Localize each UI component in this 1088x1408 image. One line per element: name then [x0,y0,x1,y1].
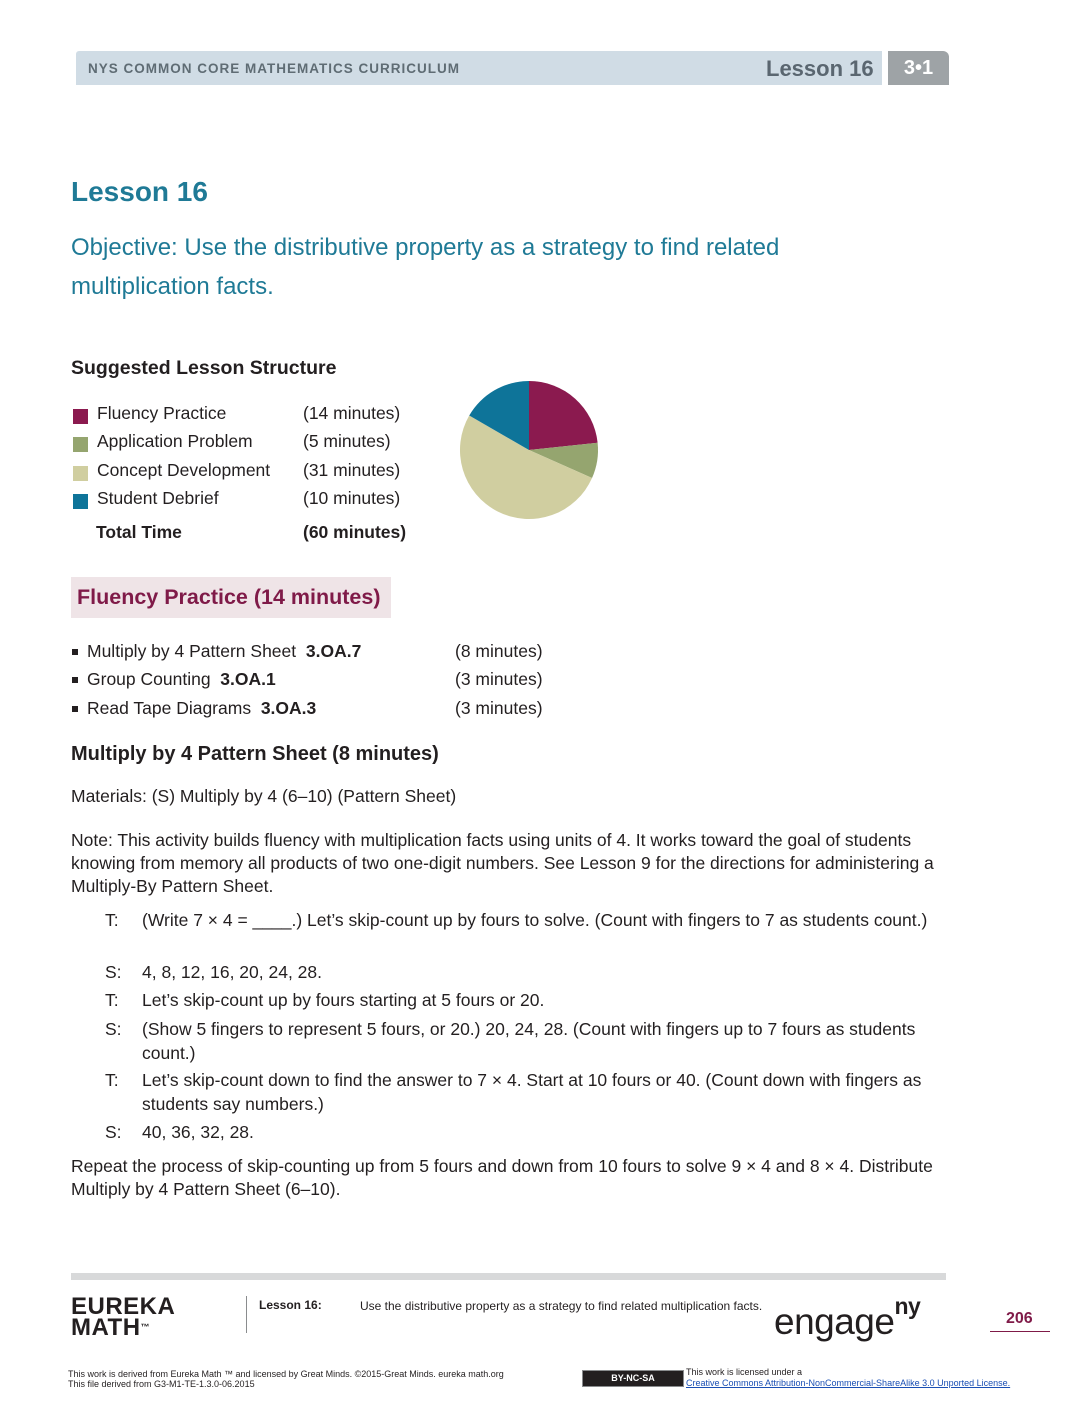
repeat-instructions: Repeat the process of skip-counting up from 5 fours and down from 10 fours to solve 9 × 4 and 8 × 4. Distribute Multiply by 4 Pattern Sheet (6–10). [71,1156,933,1199]
cc-badge-text: BY-NC-SA [611,1373,655,1383]
structure-item-label: Concept Development [97,460,271,480]
structure-item-time: (10 minutes) [303,488,401,508]
structure-item-label: Fluency Practice [97,403,227,423]
pattern-sheet-title: Multiply by 4 Pattern Sheet (8 minutes) [71,743,439,765]
fluency-item-label: Group Counting [87,669,211,689]
fluency-item-standard: 3.OA.7 [305,641,362,661]
legend-swatch [73,466,88,481]
structure-item-time: (14 minutes) [303,403,401,423]
bullet-icon [72,649,78,655]
fluency-item-time: (3 minutes) [455,669,543,689]
dialogue-speaker: S: [105,1019,122,1039]
legend-swatch [73,494,88,509]
structure-item-time: (5 minutes) [303,431,391,451]
footer-lesson-description: Use the distributive property as a strategy to find related multiplication facts. [360,1299,763,1313]
eureka-math-logo [71,1293,176,1341]
lesson-title: Lesson 16 [71,176,208,207]
lesson-objective: Objective: Use the distributive property as a strategy to find related multiplication facts. [71,234,780,300]
fluency-item-label: Multiply by 4 Pattern Sheet [87,641,297,661]
dialogue-speaker: T: [105,1070,119,1090]
logo-line-eureka: EUREKA [71,1293,176,1320]
footer-lesson-label: Lesson 16: [259,1298,322,1312]
structure-item-time: (31 minutes) [303,460,401,480]
dialogue-text: Let’s skip-count down to find the answer to 7 × 4. Start at 10 fours or 40. (Count down with fingers as students say numbers.) [142,1070,922,1114]
total-time-label: Total Time [96,522,182,542]
structure-item-label: Student Debrief [97,488,219,508]
legend-swatch [73,409,88,424]
dialogue-text: 4, 8, 12, 16, 20, 24, 28. [142,962,322,982]
dialogue-speaker: S: [105,1122,122,1142]
legend-swatch [73,437,88,452]
dialogue-text: Let’s skip-count up by fours starting at 5 fours or 20. [142,990,545,1010]
ny-text: ny [894,1293,921,1319]
fluency-item-label: Read Tape Diagrams [87,698,252,718]
fluency-item-standard: 3.OA.1 [220,669,276,689]
logo-line-math: MATH [71,1314,141,1341]
materials-line: Materials: (S) Multiply by 4 (6–10) (Pattern Sheet) [71,786,457,806]
footer-rule [71,1273,946,1280]
structure-title: Suggested Lesson Structure [71,357,337,379]
dialogue-text: (Write 7 × 4 = ____.) Let’s skip-count up by fours to solve. (Count with fingers to 7 as students count.) [142,910,928,930]
derived-line-1: This work is derived from Eureka Math ™ and licensed by Great Minds. ©2015-Great Minds. eureka math.org [68,1369,504,1379]
dialogue-text: (Show 5 fingers to represent 5 fours, or 20.) 20, 24, 28. (Count with fingers up to 7 fours as students count.) [142,1019,916,1063]
fluency-practice-title: Fluency Practice (14 minutes) [77,585,381,609]
footer-separator [246,1296,247,1333]
total-time-value: (60 minutes) [303,522,407,542]
license-link[interactable]: Creative Commons Attribution-NonCommercial-ShareAlike 3.0 Unported License. [686,1378,1011,1388]
lesson-structure-pie-chart [458,379,600,521]
trademark-mark: ™ [140,1322,151,1332]
license-line-1: This work is licensed under a [686,1367,803,1377]
activity-note: Note: This activity builds fluency with multiplication facts using units of 4. It works toward the goal of students knowing from memory all products of two one-digit numbers. See Lesson 9 for the directions for administering a Multiply-By Pattern Sheet. [71,830,934,896]
page-number: 206 [1006,1310,1033,1327]
engage-text: engage [774,1301,895,1342]
derived-line-2: This file derived from G3-M1-TE-1.3.0-06.2015 [68,1379,255,1389]
pie-slice-fluency-practice [529,381,598,450]
bullet-icon [72,677,78,683]
dialogue-speaker: S: [105,962,122,982]
engageny-logo [774,1293,921,1343]
dialogue-speaker: T: [105,910,119,930]
license-notice [686,1367,1010,1389]
fluency-item-time: (3 minutes) [455,698,543,718]
derived-notice [68,1369,504,1389]
dialogue-text: 40, 36, 32, 28. [142,1122,254,1142]
creative-commons-badge-icon [582,1370,684,1387]
fluency-item-standard: 3.OA.3 [260,698,317,718]
header-lesson: Lesson 16 [766,56,874,81]
fluency-item-time: (8 minutes) [455,641,543,661]
curriculum-title: NYS COMMON CORE MATHEMATICS CURRICULUM [88,61,460,76]
page-number-underline [990,1331,1050,1332]
grade-module-badge: 3•1 [888,51,949,85]
structure-item-label: Application Problem [97,431,253,451]
dialogue-speaker: T: [105,990,119,1010]
bullet-icon [72,706,78,712]
